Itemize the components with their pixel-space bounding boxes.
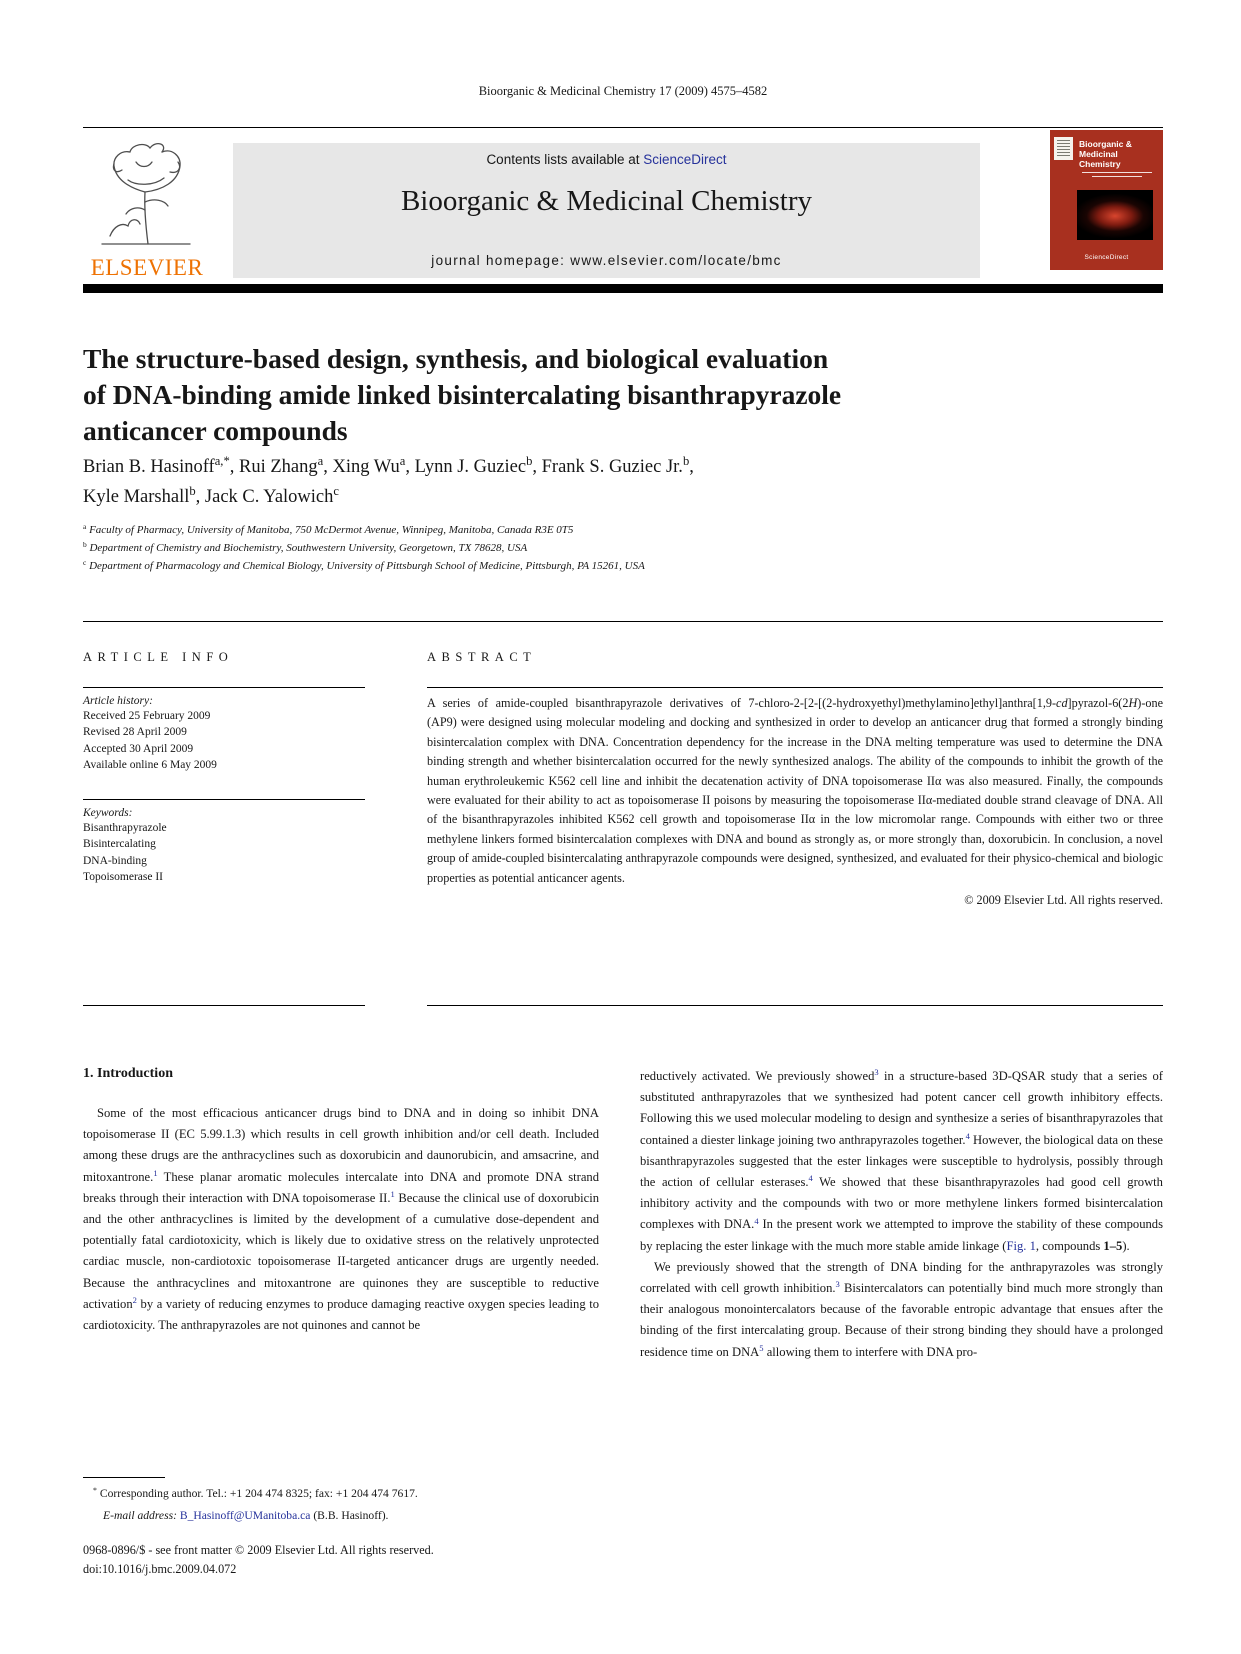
superscript: b bbox=[189, 484, 196, 499]
elsevier-logo bbox=[83, 140, 211, 280]
article-info-heading-rule bbox=[83, 687, 365, 688]
abstract-body bbox=[427, 694, 1163, 908]
superscript: b bbox=[83, 539, 87, 549]
footnote-rule bbox=[83, 1477, 165, 1478]
superscript: a bbox=[83, 521, 87, 531]
corresponding-author-footnote bbox=[83, 1483, 599, 1526]
header-top-rule bbox=[83, 127, 1163, 128]
history-item: Received 25 February 2009 bbox=[83, 710, 211, 722]
author-list: Brian B. Hasinoff$^{a,*}$, Rui Zhang$^a$, Xing Wu$^a$, Lynn J. Guziec$^b$, Frank S. Guziec Jr.$^b$, Kyle Marshall$^b$, Jack C. Yalowich$^c$ bbox=[83, 454, 694, 507]
cover-subtitle-line bbox=[1082, 172, 1152, 173]
abstract-heading-rule bbox=[427, 687, 1163, 688]
bold-text: 1–5 bbox=[1103, 1238, 1123, 1253]
history-item: Revised 28 April 2009 bbox=[83, 726, 187, 739]
intro-right-column bbox=[640, 1066, 1163, 1363]
journal-cover-thumbnail bbox=[1050, 130, 1163, 270]
affiliation-line bbox=[83, 521, 1083, 539]
keywords-top-rule bbox=[83, 799, 365, 800]
cover-publisher-mark bbox=[1054, 137, 1073, 160]
keywords-label: Keywords: bbox=[83, 807, 133, 819]
affiliations bbox=[83, 521, 1083, 575]
reference-link[interactable]: 2 bbox=[132, 1295, 137, 1306]
text-link[interactable]: B_Hasinoff@UManitoba.ca bbox=[179, 1508, 311, 1522]
footnote-contact-line: * Corresponding author. Tel.: +1 204 474 8325; fax: +1 204 474 7617. bbox=[93, 1485, 418, 1500]
history-item: Accepted 30 April 2009 bbox=[83, 742, 194, 755]
intro-paragraph-continuation: reductively activated. We previously showed$^3$ in a structure-based 3D-QSAR study that a series of substituted anthrapyrazoles that we synthesized had potent cancer cell growth inhibitory effects. Following this we used molecular modeling to design and synthesize a series of bisanthrapyrazoles that contained a diester linkage joining two anthrapyrazoles together.$^4$ However, the biological data on these bisanthrapyrazoles suggested that the ester linkages were susceptible to hydrolysis, possibly through the action of cellular esterases.$^4$ We showed that these bisanthrapyrazoles had good cell growth inhibitory activity and the compounds with two or more methylene linkers formed bisintercalation complexes with DNA.$^4$ In the present work we attempted to improve the stability of these compounds by replacing the ester linkage with the much more stable amide linkage (Fig. 1, compounds 1–5). bbox=[640, 1067, 1164, 1253]
history-item: Available online 6 May 2009 bbox=[83, 759, 217, 772]
italic-text: E-mail address: bbox=[103, 1508, 180, 1522]
cover-journal-title: Bioorganic & Medicinal Chemistry bbox=[1079, 139, 1132, 169]
article-history bbox=[83, 695, 365, 774]
reference-link[interactable]: 4 bbox=[754, 1215, 759, 1226]
reference-link[interactable]: 4 bbox=[808, 1173, 813, 1184]
cover-tree-icon bbox=[1057, 140, 1070, 157]
paper-title bbox=[83, 341, 1043, 449]
paper-title-line: anticancer compounds bbox=[83, 415, 348, 446]
abstract-bottom-rule bbox=[427, 1005, 1163, 1006]
text-link[interactable]: Fig. 1 bbox=[1006, 1238, 1036, 1253]
journal-citation: Bioorganic & Medicinal Chemistry 17 (2009) 4575–4582 bbox=[478, 84, 768, 98]
cover-subtitle-line bbox=[1092, 176, 1142, 177]
superscript: a,* bbox=[214, 454, 230, 469]
italic-text: H bbox=[1128, 696, 1138, 710]
text-link[interactable]: ScienceDirect bbox=[643, 152, 727, 167]
italic-text: Faculty of Pharmacy, University of Manitoba, 750 McDermot Avenue, Winnipeg, Manitoba, Canada R3E 0T5 bbox=[86, 524, 574, 536]
info-column-bottom-rule bbox=[83, 1005, 365, 1006]
superscript: a bbox=[399, 454, 406, 469]
reference-link[interactable]: 3 bbox=[835, 1279, 840, 1290]
superscript: b bbox=[682, 454, 690, 469]
italic-text: cd bbox=[1056, 696, 1068, 710]
section-heading-introduction: 1. Introduction bbox=[83, 1066, 173, 1081]
reference-link[interactable]: 3 bbox=[874, 1067, 879, 1078]
copyright-notice: © 2009 Elsevier Ltd. All rights reserved. bbox=[964, 893, 1163, 908]
journal-title: Bioorganic & Medicinal Chemistry bbox=[400, 185, 813, 217]
masthead-divider-bar bbox=[83, 284, 1163, 293]
footnote-email-line: E-mail address: B_Hasinoff@UManitoba.ca (B.B. Hasinoff). bbox=[103, 1508, 389, 1522]
imprint-block bbox=[83, 1541, 683, 1579]
paper-title-line: of DNA-binding amide linked bisintercalating bisanthrapyrazole bbox=[83, 379, 842, 410]
superscript: b bbox=[526, 454, 533, 469]
italic-text: Department of Pharmacology and Chemical Biology, University of Pittsburgh School of Medicine, Pittsburgh, PA 15261, USA bbox=[86, 560, 645, 572]
keywords-section bbox=[83, 807, 365, 886]
paper-title-line: The structure-based design, synthesis, and biological evaluation bbox=[83, 343, 829, 374]
journal-masthead-banner bbox=[233, 143, 980, 278]
keyword: Bisanthrapyrazole bbox=[83, 822, 167, 834]
article-info-section bbox=[83, 650, 365, 665]
intro-paragraph-left-column: Some of the most efficacious anticancer drugs bind to DNA and in doing so inhibit DNA topoisomerase II (EC 5.99.1.3) which results in cell growth inhibition and/or cell death. Included among these drugs are the anthracyclines such as doxorubicin and daunorubicin, and amsacrine, and mitoxantrone.$^1$ These planar aromatic molecules intercalate into DNA and promote DNA strand breaks through their interaction with DNA topoisomerase II.$^1$ Because the clinical use of doxorubicin and the other anthracyclines is limited by the development of a cumulative dose-dependent and potentially fatal cardiotoxicity, which is likely due to oxidative stress on the relatively unprotected cardiac muscle, non-cardiotoxic topoisomerase II-targeted anticancer drugs are urgently needed. Because the anthracyclines and mitoxantrone are quinones they are susceptible to reductive activation$^2$ by a variety of reducing enzymes to produce damaging reactive oxygen species leading to cardiotoxicity. The anthrapyrazoles are not quinones and cannot be bbox=[83, 1106, 599, 1333]
abstract-text: A series of amide-coupled bisanthrapyrazole derivatives of 7-chloro-2-[2-[(2-hydroxyethyl)methylamino]ethyl]anthra[1,9-cd]pyrazol-6(2H)-one (AP9) were designed using molecular modeling and docking and synthesized in order to develop an anticancer drug that formed a strongly binding bisintercalation complex with DNA. Concentration dependency for the increase in the DNA melting temperature was used to determine the DNA binding strength and whether bisintercalation occurred for the newly synthesized analogs. The ability of the compounds to inhibit the growth of the human erythroleukemic K562 cell line and inhibit the decatenation activity of DNA topoisomerase IIα was also measured. Finally, the compounds were evaluated for their ability to act as topoisomerase II poisons by measuring the topoisomerase IIα-mediated double strand cleavage of DNA. All of the bisanthrapyrazoles inhibited K562 cell growth and topoisomerase IIα in the low micromolar range. Compounds with either two or three methylene linkers formed bisintercalation complexes with DNA and bound as strongly as, or more strongly than, doxorubicin. In conclusion, a novel group of amide-coupled bisintercalating anthrapyrazole compounds were designed, synthesized, and evaluated for their physico-chemical and biologic properties as potential anticancer agents. bbox=[427, 696, 1163, 885]
doi-line: doi:10.1016/j.bmc.2009.04.072 bbox=[83, 1562, 237, 1576]
keyword: DNA-binding bbox=[83, 854, 147, 867]
cover-artwork-image bbox=[1077, 190, 1153, 240]
reference-link[interactable]: 1 bbox=[390, 1189, 395, 1200]
journal-homepage-link[interactable]: journal homepage: www.elsevier.com/locate/bmc bbox=[431, 253, 782, 268]
cover-sciencedirect-logo: ScienceDirect bbox=[1084, 254, 1129, 261]
intro-paragraph: We previously showed that the strength of DNA binding for the anthrapyrazoles was strongly correlated with cell growth inhibition.$^3$ Bisintercalators can potentially bind much more strongly than their analogous monointercalators because of the favorable entropic advantage that ensues after the binding of the first intercalating group. Because of their strong binding they should have a prolonged residence time on DNA$^5$ allowing them to interfere with DNA pro- bbox=[640, 1259, 1163, 1359]
article-info-heading: ARTICLE INFO bbox=[83, 650, 234, 664]
abstract-section bbox=[427, 650, 1163, 665]
reference-link[interactable]: 4 bbox=[965, 1130, 970, 1141]
affiliations-bottom-rule bbox=[83, 621, 1163, 622]
superscript: c bbox=[83, 557, 87, 567]
italic-text: Department of Chemistry and Biochemistry, Southwestern University, Georgetown, TX 78628, USA bbox=[86, 542, 528, 554]
abstract-heading: ABSTRACT bbox=[427, 650, 537, 664]
reference-link[interactable]: 1 bbox=[153, 1167, 158, 1178]
affiliation-line bbox=[83, 557, 1083, 575]
article-history-label: Article history: bbox=[83, 695, 153, 707]
superscript: a bbox=[317, 454, 324, 469]
contents-availability-line: Contents lists available at ScienceDirect bbox=[486, 152, 727, 167]
reference-link[interactable]: 5 bbox=[759, 1342, 764, 1353]
elsevier-wordmark: ELSEVIER bbox=[90, 255, 204, 280]
keyword: Topoisomerase II bbox=[83, 871, 163, 884]
superscript: * bbox=[93, 1485, 97, 1495]
affiliation-line bbox=[83, 539, 1083, 557]
issn-copyright-line: 0968-0896/$ - see front matter © 2009 Elsevier Ltd. All rights reserved. bbox=[83, 1543, 434, 1557]
elsevier-tree-icon bbox=[86, 239, 208, 256]
keyword: Bisintercalating bbox=[83, 838, 156, 851]
superscript: c bbox=[333, 484, 339, 499]
